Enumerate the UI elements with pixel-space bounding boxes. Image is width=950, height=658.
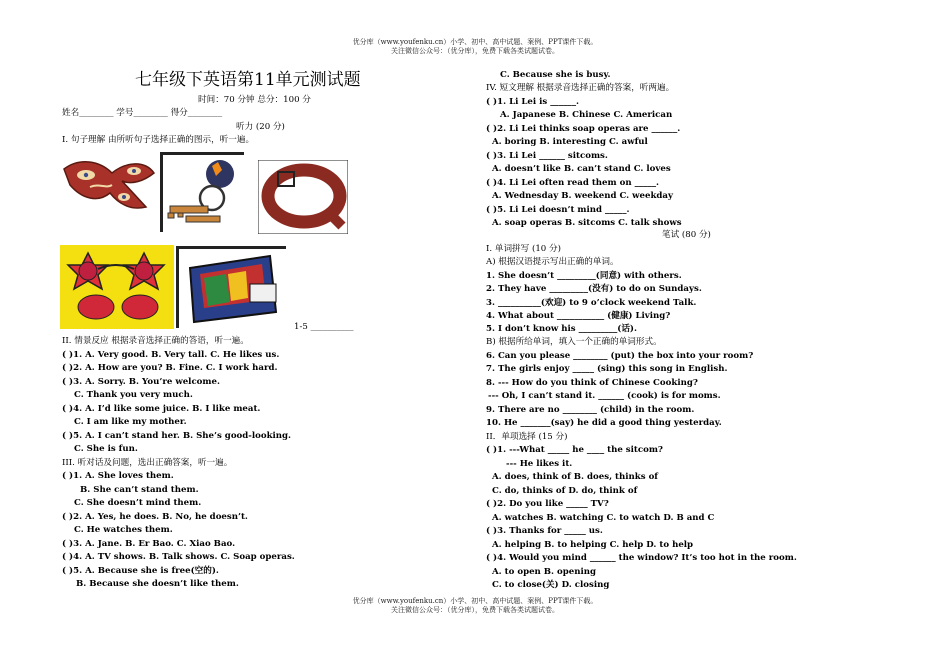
right-line: 5. I don’t know his _________(话). — [486, 324, 637, 334]
right-line: 8. --- How do you think of Chinese Cooking? — [486, 378, 698, 388]
left-line: C. He watches them. — [74, 525, 173, 535]
left-line: I. 句子理解 由所听句子选择正确的图示，听一遍。 — [62, 135, 255, 145]
belt-picture — [258, 160, 348, 234]
right-line: 9. There are no ________ (child) in the room. — [486, 405, 695, 415]
left-line: III. 听对话及问题，选出正确答案，听一遍。 — [62, 458, 233, 468]
right-line: A. helping B. to helping C. help D. to help — [492, 540, 694, 550]
right-line: A. doesn’t like B. can’t stand C. loves — [492, 164, 671, 174]
left-line: ( )4. A. TV shows. B. Talk shows. C. Soap operas. — [62, 552, 295, 562]
page-footer — [0, 597, 950, 615]
right-line: A. does, think of B. does, thinks of — [492, 472, 659, 482]
right-line: 3. __________(欢迎) to 9 o’clock weekend Talk. — [486, 298, 697, 308]
right-line: ( )1. Li Lei is ______. — [486, 97, 580, 107]
sunglasses-picture — [60, 245, 174, 329]
scarf-picture — [60, 155, 156, 217]
right-line: C. to close(关) D. closing — [492, 580, 610, 590]
right-line: ( )1. ---What _____ he ____ the sitcom? — [486, 445, 663, 455]
right-line: II．单项选择 (15 分) — [486, 432, 568, 442]
right-line: A) 根据汉语提示写出正确的单词。 — [486, 257, 619, 267]
right-line: A. to open B. opening — [492, 567, 597, 577]
left-line: ( )4. A. I’d like some juice. B. I like meat. — [62, 404, 261, 414]
right-line: A. boring B. interesting C. awful — [492, 137, 648, 147]
right-line: 1. She doesn’t _________(同意) with others. — [486, 271, 682, 281]
left-line: C. I am like my mother. — [74, 417, 187, 427]
right-line: IV. 短文理解 根据录音选择正确的答案，听两遍。 — [486, 83, 675, 93]
right-line: A. Wednesday B. weekend C. weekday — [492, 191, 673, 201]
left-line: 姓名________ 学号________ 得分________ — [62, 108, 223, 118]
right-line: C. do, thinks of D. do, think of — [492, 486, 638, 496]
left-line: II. 情景反应 根据录音选择正确的答语，听一遍。 — [62, 336, 249, 346]
left-line: ( )2. A. How are you? B. Fine. C. I work hard. — [62, 363, 278, 373]
left-line: 听力 (20 分) — [236, 122, 285, 132]
left-line: ( )3. A. Jane. B. Er Bao. C. Xiao Bao. — [62, 539, 236, 549]
left-line: ( )5. A. Because she is free(空的). — [62, 566, 219, 576]
header-line-1: 优分库（www.youfenku.cn）小学、初中、高中试题、案例、PPT课件下载。 — [352, 38, 598, 46]
right-line: --- He likes it. — [506, 459, 573, 469]
left-line: ( )1. A. Very good. B. Very tall. C. He likes us. — [62, 350, 280, 360]
left-line: 时间：70 分钟 总分：100 分 — [198, 95, 311, 105]
page-header — [0, 38, 950, 56]
left-line: B. She can’t stand them. — [80, 485, 199, 495]
left-line: ( )1. A. She loves them. — [62, 471, 174, 481]
right-line: 4. What about ___________ (健康) Living? — [486, 311, 671, 321]
right-line: ( )2. Li Lei thinks soap operas are ______. — [486, 124, 681, 134]
left-line: C. She is fun. — [74, 444, 138, 454]
left-line: C. Thank you very much. — [74, 390, 193, 400]
right-line: A. Japanese B. Chinese C. American — [500, 110, 673, 120]
right-line: ( )4. Li Lei often read them on _____. — [486, 178, 660, 188]
right-line: 7. The girls enjoy _____ (sing) this song in English. — [486, 364, 728, 374]
page-title: 七年级下英语第11单元测试题 — [135, 70, 361, 90]
left-line: ( )3. A. Sorry. B. You’re welcome. — [62, 377, 220, 387]
right-line: 笔试 (80 分) — [662, 230, 711, 240]
footer-line-2: 关注微信公众号：（优分库），免费下载各类试题试卷。 — [391, 606, 559, 614]
right-line: ( )3. Li Lei ______ sitcoms. — [486, 151, 608, 161]
left-line: ( )2. A. Yes, he does. B. No, he doesn’t. — [62, 512, 248, 522]
right-line: ( )4. Would you mind ______ the window? It’s too hot in the room. — [486, 553, 797, 563]
right-line: ( )3. Thanks for _____ us. — [486, 526, 603, 536]
left-line: 1-5 __________ — [294, 322, 354, 332]
left-line: B. Because she doesn’t like them. — [76, 579, 239, 589]
right-line: 6. Can you please ________ (put) the box into your room? — [486, 351, 754, 361]
right-line: ( )5. Li Lei doesn’t mind _____. — [486, 205, 630, 215]
left-line: ( )5. A. I can’t stand her. B. She’s good-looking. — [62, 431, 292, 441]
header-line-2: 关注微信公众号：（优分库），免费下载各类试题试卷。 — [391, 47, 559, 55]
keys-picture — [160, 152, 244, 232]
right-line: 2. They have _________(没有) to do on Sundays. — [486, 284, 702, 294]
footer-line-1: 优分库（www.youfenku.cn）小学、初中、高中试题、案例、PPT课件下载。 — [352, 597, 598, 605]
wallet-picture — [176, 246, 286, 328]
right-line: ( )2. Do you like _____ TV? — [486, 499, 609, 509]
right-line: A. watches B. watching C. to watch D. B and C — [492, 513, 715, 523]
right-line: I. 单词拼写 (10 分) — [486, 244, 561, 254]
right-line: C. Because she is busy. — [500, 70, 611, 80]
right-line: 10. He _______(say) he did a good thing yesterday. — [486, 418, 722, 428]
right-line: B) 根据所给单词，填入一个正确的单词形式。 — [486, 337, 662, 347]
right-line: A. soap operas B. sitcoms C. talk shows — [492, 218, 682, 228]
right-line: --- Oh, I can’t stand it. ______ (cook) is for moms. — [488, 391, 721, 401]
left-line: C. She doesn’t mind them. — [74, 498, 202, 508]
